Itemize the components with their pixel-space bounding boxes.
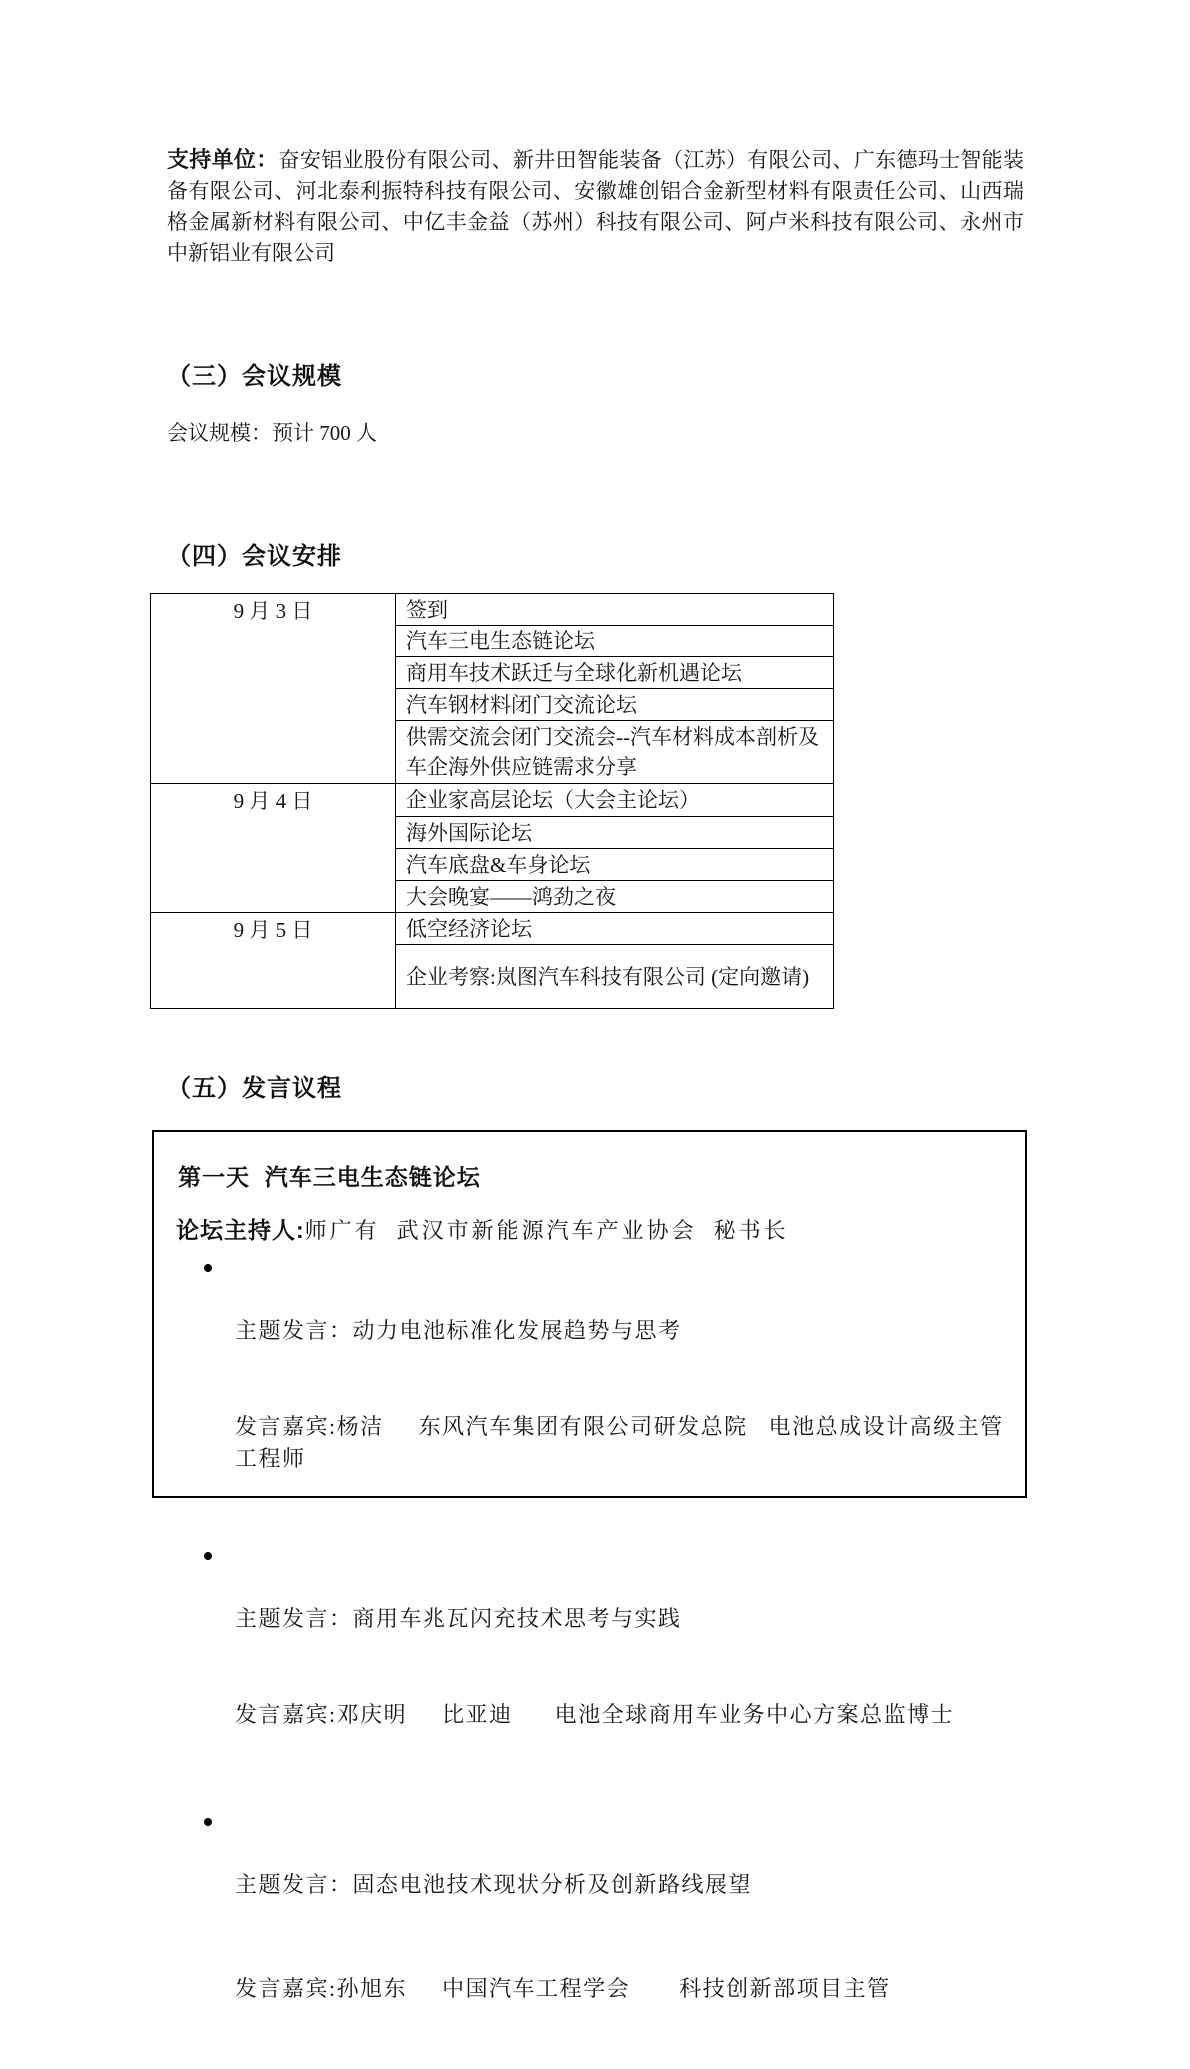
schedule-table [150, 593, 834, 1009]
topic-text: 动力电池标准化发展趋势与思考 [352, 1318, 682, 1343]
forum-host-label: 论坛主持人: [176, 1217, 305, 1243]
event-cell: 汽车钢材料闭门交流论坛 [396, 689, 834, 721]
event-cell: 供需交流会闭门交流会--汽车材料成本剖析及车企海外供应链需求分享 [396, 721, 834, 784]
topic-label: 主题发言： [235, 1872, 353, 1897]
topic-line [235, 1315, 1007, 1347]
agenda-day-title: 第一天 汽车三电生态链论坛 [178, 1164, 481, 1190]
heading-conference-arrangement: （四）会议安排 [167, 543, 342, 570]
speaker-line [235, 1411, 1007, 1475]
agenda-item [202, 1251, 1025, 1539]
table-row [151, 784, 834, 817]
bullet-icon [202, 1805, 235, 2069]
event-cell: 大会晚宴——鸿劲之夜 [396, 881, 834, 913]
agenda-items [154, 1251, 1025, 2069]
speaker-label: 发言嘉宾: [235, 1414, 337, 1439]
date-cell-sep5: 9 月 5 日 [151, 913, 396, 1009]
speaker-line [235, 1973, 1007, 2005]
speaker-label: 发言嘉宾: [235, 1976, 337, 2001]
supporters-label: 支持单位： [167, 147, 279, 172]
agenda-item-text [235, 1251, 1007, 1539]
forum-host-text: 师广有 武汉市新能源汽车产业协会 秘书长 [304, 1218, 789, 1243]
topic-line [235, 1603, 1007, 1635]
event-cell: 企业家高层论坛（大会主论坛） [396, 784, 834, 817]
table-row [151, 594, 834, 626]
agenda-item [202, 1539, 1025, 1795]
agenda-item-text [235, 1805, 1007, 2069]
speaker-text: 杨洁 东风汽车集团有限公司研发总院 电池总成设计高级主管工程师 [235, 1414, 1004, 1471]
heading-speaking-agenda: （五）发言议程 [167, 1075, 342, 1102]
date-cell-sep4: 9 月 4 日 [151, 784, 396, 913]
event-cell: 企业考察:岚图汽车科技有限公司 (定向邀请) [396, 945, 834, 1009]
topic-label: 主题发言： [235, 1606, 353, 1631]
agenda-item-text [235, 1539, 1007, 1795]
topic-label: 主题发言： [235, 1318, 353, 1343]
forum-host-line [176, 1214, 1025, 1247]
event-cell: 汽车三电生态链论坛 [396, 626, 834, 657]
speaker-label: 发言嘉宾: [235, 1702, 337, 1727]
event-cell: 汽车底盘&车身论坛 [396, 849, 834, 881]
heading-conference-scale: （三）会议规模 [167, 363, 342, 390]
topic-line [235, 1869, 1007, 1901]
speaker-text: 孙旭东 中国汽车工程学会 科技创新部项目主管 [336, 1976, 891, 2001]
supporters-text: 奋安铝业股份有限公司、新井田智能装备（江苏）有限公司、广东德玛士智能装备有限公司、河北泰利振特科技有限公司、安徽雄创铝合金新型材料有限责任公司、山西瑞格金属新材料有限公司、中亿丰金益（苏州）科技有限公司、阿卢米科技有限公司、永州市中新铝业有限公司 [167, 148, 1024, 265]
table-row [151, 913, 834, 945]
agenda-box [152, 1130, 1027, 2001]
event-cell: 商用车技术跃迁与全球化新机遇论坛 [396, 657, 834, 689]
event-cell: 低空经济论坛 [396, 913, 834, 945]
supporters-paragraph [167, 144, 1024, 269]
speaker-text: 邓庆明 比亚迪 电池全球商用车业务中心方案总监博士 [336, 1702, 955, 1727]
date-cell-sep3: 9 月 3 日 [151, 594, 396, 784]
event-cell: 海外国际论坛 [396, 817, 834, 849]
bullet-icon [202, 1251, 235, 1539]
event-cell: 签到 [396, 594, 834, 626]
speaker-line [235, 1699, 1007, 1731]
agenda-item [202, 1805, 1025, 2069]
topic-text: 商用车兆瓦闪充技术思考与实践 [352, 1606, 682, 1631]
conference-scale-text: 会议规模：预计 700 人 [167, 421, 377, 445]
bullet-icon [202, 1539, 235, 1795]
topic-text: 固态电池技术现状分析及创新路线展望 [352, 1872, 753, 1897]
